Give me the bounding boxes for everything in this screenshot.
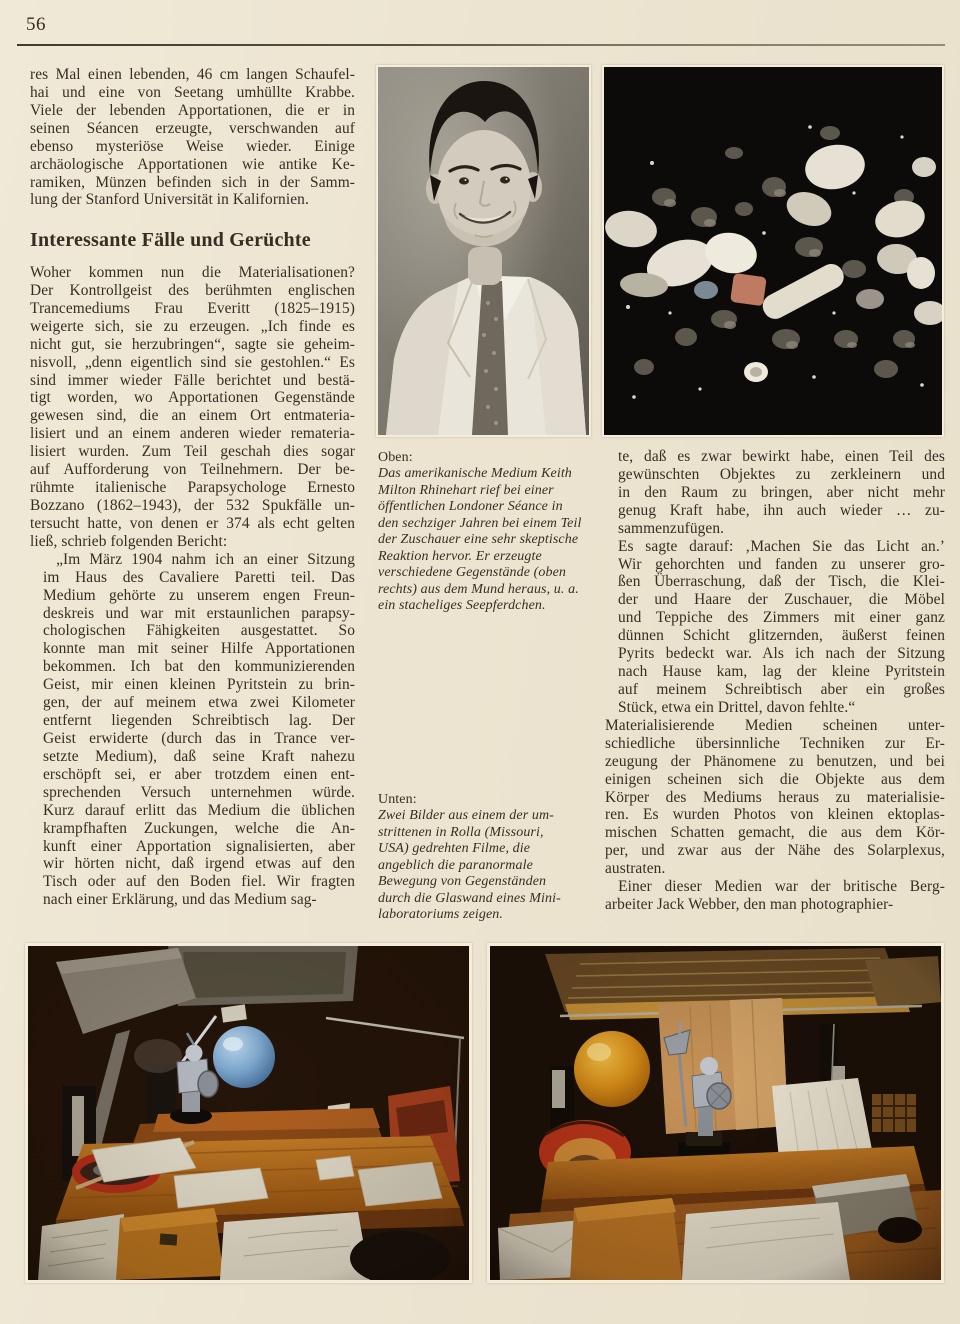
text-line: weigerte sich, sie zu erzeugen. „Ich finde es [30,317,355,335]
left-column-paragraph-1 [30,66,355,209]
text-line: der Zuschauer eine sehr skeptische [378,532,579,548]
text-line: mischen Schatten gemacht, die aus dem Kör- [605,824,945,842]
text-line: Woher kommen nun die Materialisationen? [30,264,355,281]
minilab-photo-right-image [490,946,941,1280]
text-line: schiedliche übersinnliche Techniken zur Er- [605,734,945,752]
apports-photo [602,65,944,437]
text-line: lung der Stanford Universität in Kalifornien. [30,191,309,209]
caption-bottom-text [378,808,586,923]
page-number: 56 [26,14,46,35]
header-rule [17,44,945,46]
text-line: tersucht hatte, von denen er 374 als echt gelten [30,514,355,532]
text-line: Kurz darauf erlitt das Medium die üblichen [43,801,355,819]
text-line: auf meinem Schreibtisch aber ein großes [618,680,945,698]
right-column [605,448,945,914]
text-line: nisvoll, „denn eigentlich sind sie gestohlen.“ Es [30,353,355,371]
text-line: verschiedene Gegenstände (oben [378,565,567,581]
text-line: krampfhaften Zuckungen, welche die An- [43,819,355,837]
text-line: Reaktion hervor. Er erzeugte [378,548,542,564]
text-line: gewünschten Objektes zu zerkleinern und [618,465,945,483]
text-line: öffentlichen Londoner Séance in [378,499,563,515]
right-column-paragraph-3 [605,878,945,914]
text-line: sind immer wieder Fälle berichtet und bestä- [30,371,355,389]
text-line: zeugung der Phänomene zu benutzen, und bei [605,752,945,770]
text-line: entfernt liegenden Schreibtisch lag. Der [43,712,355,730]
caption-bottom [378,792,586,924]
text-line: rechts) aus dem Mund heraus, u. a. [378,581,579,597]
text-line: laboratoriums zeigen. [378,907,503,923]
text-line: Pyrits bedeckt war. Als ich nach der Sitzung [618,645,945,663]
text-line: gen, der auf meinem etwa zwei Kilometer [43,694,355,712]
left-column-paragraph-2 [30,264,355,551]
text-line: Der Kontrollgeist des berühmten englischen [30,281,355,299]
text-line: wir hörten nicht, daß irgend etwas auf den [43,855,355,873]
minilab-photo-left [25,943,472,1283]
text-line: hai und eine von Seetang umhüllte Krabbe. [30,83,355,101]
text-line: bekommen. Ich bat den kommunizierenden [43,658,355,676]
apports-photo-image [604,67,942,435]
text-line: Tisch oder auf den Boden fiel. Wir fragten [43,873,355,891]
portrait-photo-image [378,67,589,435]
text-line: Das amerikanische Medium Keith [378,466,572,482]
left-column-body [30,264,355,909]
text-line: setzte Medium), daß seine Kraft nahezu [43,747,355,765]
text-line: durch die Glaswand eines Mini- [378,890,561,906]
text-line: tigt worden, wo Apportationen Gegenstände [30,389,355,407]
text-line: ein stacheliges Seepferdchen. [378,598,546,614]
text-line: erschöpft sei, er aber trotzdem einen ent- [43,765,355,783]
text-line: Trancemediums Frau Everitt (1825–1915) [30,299,355,317]
right-column-quote-paragraph-2 [618,538,945,717]
text-line: nach Hause kam, lag der kleine Pyritstein [618,663,945,681]
text-line: Wir gehorchten und fanden zu unserer gro- [618,555,945,573]
text-line: USA) gedrehten Filme, die [378,841,531,857]
text-line: lisiert und an einem anderen wieder remateria- [30,425,355,443]
text-line: kunft einer Apportation signalisierten, aber [43,837,355,855]
text-line: in den Raum zu bringen, aber nicht mehr [618,483,945,501]
text-line: res Mal einen lebenden, 46 cm langen Schaufel- [30,66,355,83]
text-line: im Haus des Cavaliere Paretti teil. Das [43,568,355,586]
text-line: chologischen Fähigkeiten ausgestattet. So [43,622,355,640]
text-line: Es sagte darauf: ‚Machen Sie das Licht an.’ [618,537,945,555]
text-line: Stück, etwa ein Drittel, davon fehlte.“ [618,698,856,716]
text-line: dünnen Schicht glitzernden, äußerst feinen [618,627,945,645]
text-line: Milton Rhinehart rief bei einer [378,482,554,498]
text-line: „Im März 1904 nahm ich an einer Sitzung [56,550,355,568]
caption-top [378,450,586,615]
text-line: sammenzufügen. [618,519,725,537]
text-line: der und Haare der Zuschauer, die Möbel [618,591,945,609]
text-line: konnte man mit seiner Hilfe Apportationen [43,640,355,658]
text-line: sprechenden Versuch unternehmen würde. [43,783,355,801]
text-line: Bozzano (1862–1943), der 532 Spukfälle un- [30,496,355,514]
text-line: lisiert wurden. Zum Teil geschah dies sogar [30,443,355,461]
text-line: Bewegung von Gegenständen [378,874,547,890]
text-line: ramiken, Münzen befinden sich in der Samm- [30,173,355,191]
text-line: ßen Überraschung, daß der Tisch, die Klei- [618,573,945,591]
text-line: ebenso mysteriöse Weise wieder. Einige [30,137,355,155]
text-line: gewesen sind, die an einem Ort entmateria- [30,407,355,425]
text-line: Geist, mir einen kleinen Pyritstein zu brin- [43,676,355,694]
section-heading: Interessante Fälle und Gerüchte [30,229,311,251]
text-line: Körper des Mediums heraus zu materialisie- [605,788,945,806]
right-column-quote-paragraph-1 [618,448,945,538]
text-line: angeblich die paranormale [378,857,533,873]
portrait-photo [376,65,591,437]
text-line: den sechziger Jahren bei einem Teil [378,515,582,531]
text-line: Medium gehörte zu unserem engen Freun- [43,586,355,604]
text-line: arbeiter Jack Webber, den man photographier- [605,896,894,914]
text-line: archäologische Apportationen wie antike Ke- [30,155,355,173]
text-line: austraten. [605,860,666,878]
right-column-quote [605,448,945,717]
text-line: deskreis und war mit erstaunlichen parapsy- [43,604,355,622]
minilab-photo-left-image [28,946,469,1280]
text-line: einigen scheinen sich die Objekte aus dem [605,770,945,788]
text-line: seinen Séancen erzeugte, verschwanden auf [30,119,355,137]
text-line: auf Aufforderung von Teilnehmern. Der be- [30,461,355,479]
text-line: per, und zwar aus der Nähe des Solarplexus, [605,842,945,860]
text-line: nach einer Erklärung, und das Medium sag- [43,891,317,909]
text-line: nicht gut, sie herzubringen“, sagte sie geheim- [30,335,355,353]
caption-bottom-label: Unten: [378,792,417,807]
text-line: ren. Es wurden Photos von kleinen ektoplas- [605,806,945,824]
caption-top-text [378,466,586,614]
right-column-paragraph-2 [605,717,945,878]
caption-top-label: Oben: [378,450,413,465]
text-line: genug Kraft habe, ihn auch wieder … zu- [618,501,945,519]
minilab-photo-right [487,943,944,1283]
left-column-quote [30,551,355,909]
text-line: Viele der lebenden Apportationen, die er in [30,101,355,119]
text-line: strittenen in Rolla (Missouri, [378,824,544,840]
text-line: rühmte italienische Parapsychologe Ernesto [30,479,355,497]
text-line: te, daß es zwar bewirkt habe, einen Teil des [618,448,945,465]
text-line: ließ, schrieb folgenden Bericht: [30,532,228,550]
text-line: und Teppiche des Zimmers mit einer ganz [618,609,945,627]
text-line: Einer dieser Medien war der britische Berg- [618,878,945,896]
text-line: Geist erwiderte (durch das in Trance ver- [43,729,355,747]
text-line: Zwei Bilder aus einem der um- [378,808,554,824]
text-line: Materialisierende Medien scheinen unter- [605,716,945,734]
